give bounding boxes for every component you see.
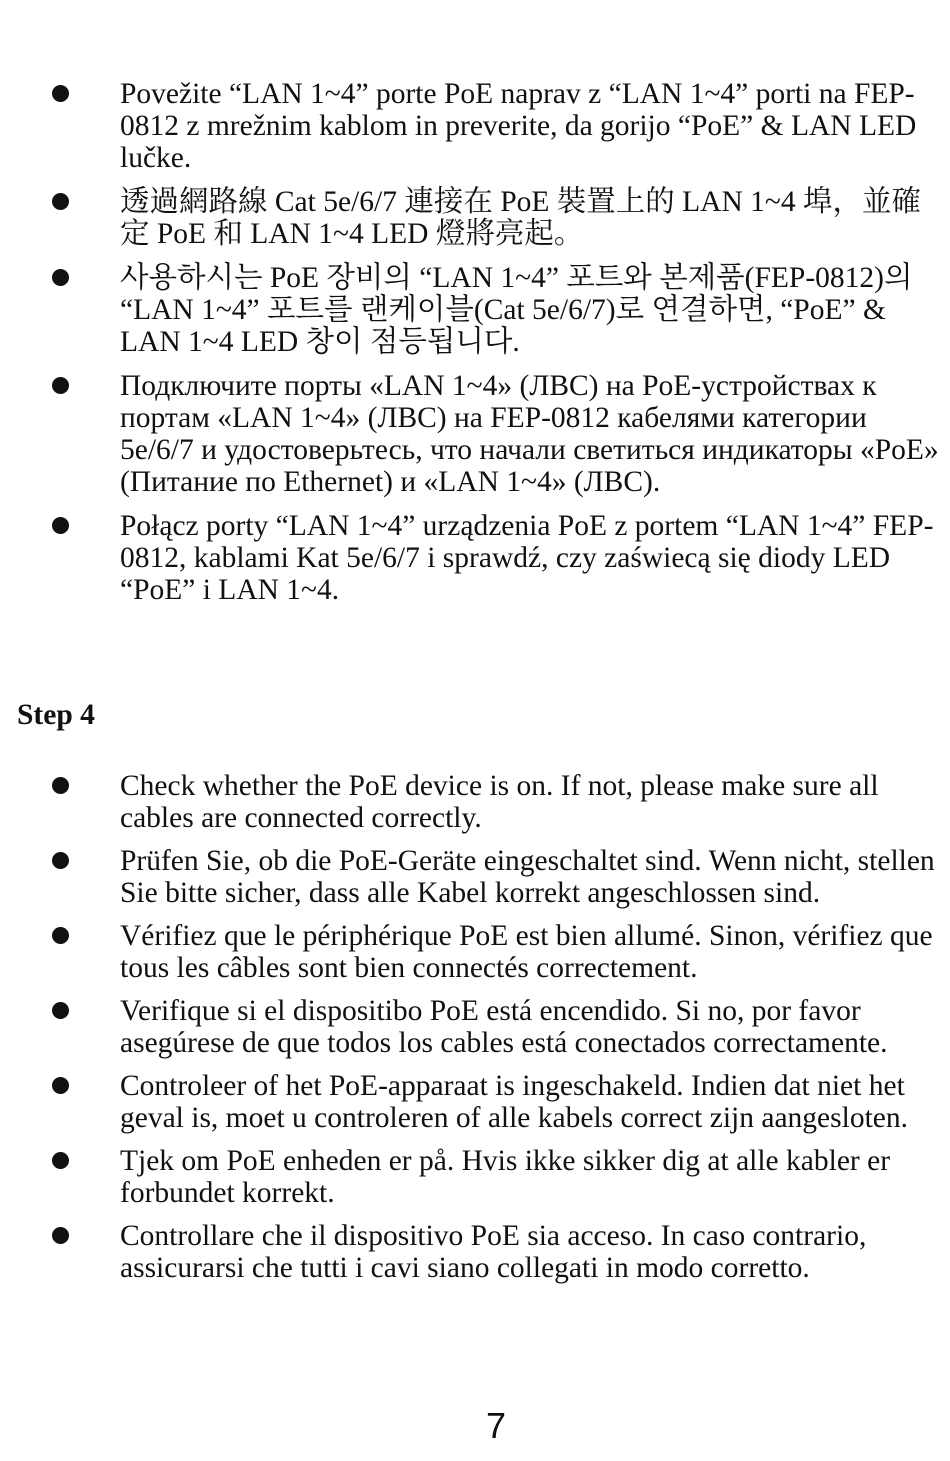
bullet-icon [52,852,69,869]
instruction-polish [0,510,950,606]
instruction-text: Controleer of het PoE-apparaat is ingeschakeld. Indien dat niet het geval is, moet u controleren of alle kabels correct zijn aangesloten. [120,1070,908,1134]
step-4-heading: Step 4 [17,699,95,731]
instruction-german [0,845,950,909]
page-number: 7 [485,1405,507,1446]
bullet-icon [52,269,69,286]
instruction-french [0,920,950,984]
instruction-slovenian [0,78,950,174]
bullet-icon [52,927,69,944]
instruction-korean [0,262,950,358]
instruction-dutch [0,1070,950,1134]
bullet-icon [52,517,69,534]
bullet-icon [52,85,69,102]
instruction-text: Check whether the PoE device is on. If not, please make sure all cables are connected correctly. [120,770,879,834]
bullet-icon [52,1152,69,1169]
bullet-icon [52,1002,69,1019]
instruction-text: Verifique si el dispositibo PoE está encendido. Si no, por favor asegúrese de que todos los cables está conectados correctamente. [120,995,888,1059]
bullet-icon [52,1077,69,1094]
instruction-russian [0,370,950,498]
step-3-instruction-list [0,78,950,618]
instruction-text: 透過網路線 Cat 5e/6/7 連接在 PoE 裝置上的 LAN 1~4 埠，並確定 PoE 和 LAN 1~4 LED 燈將亮起。 [120,186,921,250]
instruction-text: Vérifiez que le périphérique PoE est bien allumé. Sinon, vérifiez que tous les câbles sont bien connectés correctement. [120,920,933,984]
bullet-icon [52,777,69,794]
step-4-instruction-list [0,770,950,1295]
instruction-text: Połącz porty “LAN 1~4” urządzenia PoE z portem “LAN 1~4” FEP-0812, kablami Kat 5e/6/7 i sprawdź, czy zaświecą się diody LED “PoE” i LAN 1~4. [120,510,934,606]
instruction-english [0,770,950,834]
bullet-icon [52,377,69,394]
bullet-icon [52,1227,69,1244]
instruction-text: 사용하시는 PoE 장비의 “LAN 1~4” 포트와 본제품(FEP-0812)의 “LAN 1~4” 포트를 랜케이블(Cat 5e/6/7)로 연결하면, “PoE” & LAN 1~4 LED 창이 점등됩니다. [120,262,913,358]
instruction-text: Подключите порты «LAN 1~4» (ЛВС) на PoE-устройствах к портам «LAN 1~4» (ЛВС) на FEP-0812 кабелями категории 5e/6/7 и удостоверьтесь, что начали светиться индикаторы «PoE» (Питание по Ethernet) и «LAN 1~4» (ЛВС). [120,370,939,498]
instruction-danish [0,1145,950,1209]
instruction-text: Tjek om PoE enheden er på. Hvis ikke sikker dig at alle kabler er forbundet korrekt. [120,1145,891,1209]
instruction-text: Controllare che il dispositivo PoE sia acceso. In caso contrario, assicurarsi che tutti i cavi siano collegati in modo corretto. [120,1220,867,1284]
instruction-italian [0,1220,950,1284]
instruction-text: Prüfen Sie, ob die PoE-Geräte eingeschaltet sind. Wenn nicht, stellen Sie bitte sicher, dass alle Kabel korrekt angeschlossen sind. [120,845,935,909]
instruction-spanish [0,995,950,1059]
instruction-chinese [0,186,950,250]
instruction-text: Povežite “LAN 1~4” porte PoE naprav z “LAN 1~4” porti na FEP-0812 z mrežnim kablom in preverite, da gorijo “PoE” & LAN LED lučke. [120,78,917,174]
bullet-icon [52,193,69,210]
